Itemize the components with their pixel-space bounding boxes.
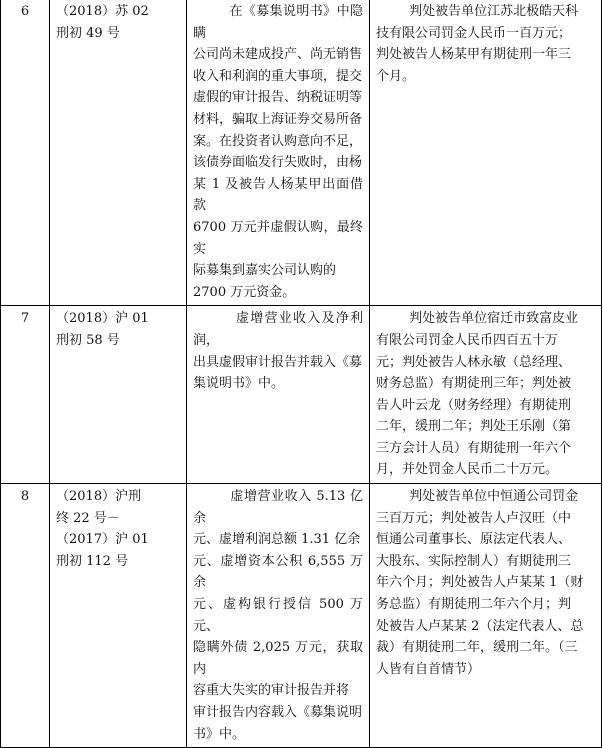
penalty-cell: 判处被告单位中恒通公司罚金 三百万元；判处被告人卢汉旺（中 恒通公司董事长、原法定代表人、 大股东、实际控制人）有期徒刑三 年六个月；判处被告人卢某某 1（财 务总监）有期徒刑二年六个月；判 处被告人卢某某 2（法定代表人、总 裁）有期徒刑二年，缓刑二年。（三 人皆有自首情节） bbox=[370, 484, 602, 748]
case-number-cell: 7 bbox=[1, 306, 50, 484]
case-reference-cell: （2018）沪刑 终 22 号－ （2017）沪 01 刑初 112 号 bbox=[50, 484, 187, 748]
fraud-facts-cell: 虚增营业收入 5.13 亿余 元、虚增利润总额 1.31 亿余 元、虚增资本公积 6,555 万余 元、虚构银行授信 500 万元、 隐瞒外债 2,025 万元，获取内 容重大失实的审计报告并将 审计报告内容载入《募集说明 书》中。 bbox=[187, 484, 370, 748]
case-number-cell: 6 bbox=[1, 0, 50, 306]
case-reference-cell: （2018）沪 01 刑初 58 号 bbox=[50, 306, 187, 484]
table-row bbox=[1, 306, 602, 484]
penalty-cell: 判处被告单位江苏北极皓天科 技有限公司罚金人民币一百万元； 判处被告人杨某甲有期徒刑一年三 个月。 bbox=[370, 0, 602, 306]
fraud-facts-cell: 在《募集说明书》中隐瞒 公司尚未建成投产、尚无销售 收入和利润的重大事项，提交 虚假的审计报告、纳税证明等 材料，骗取上海证券交易所备 案。在投资者认购意向不足， 该债券面临发行失败时，由杨 某 1 及被告人杨某甲出面借款 6700 万元并虚假认购，最终实 际募集到嘉实公司认购的 2700 万元资金。 bbox=[187, 0, 370, 306]
case-reference-cell: （2018）苏 02 刑初 49 号 bbox=[50, 0, 187, 306]
case-number-cell: 8 bbox=[1, 484, 50, 748]
table-row bbox=[1, 484, 602, 748]
fraud-facts-cell: 虚增营业收入及净利润， 出具虚假审计报告并载入《募 集说明书》中。 bbox=[187, 306, 370, 484]
table-row bbox=[1, 0, 602, 306]
penalty-cell: 判处被告单位宿迁市致富皮业 有限公司罚金人民币四百五十万 元；判处被告人林永敏（总经理、 财务总监）有期徒刑三年；判处被 告人叶云龙（财务经理）有期徒刑 二年，缓刑二年；判处王乐刚（第 三方会计人员）有期徒刑一年六个 月，并处罚金人民币二十万元。 bbox=[370, 306, 602, 484]
